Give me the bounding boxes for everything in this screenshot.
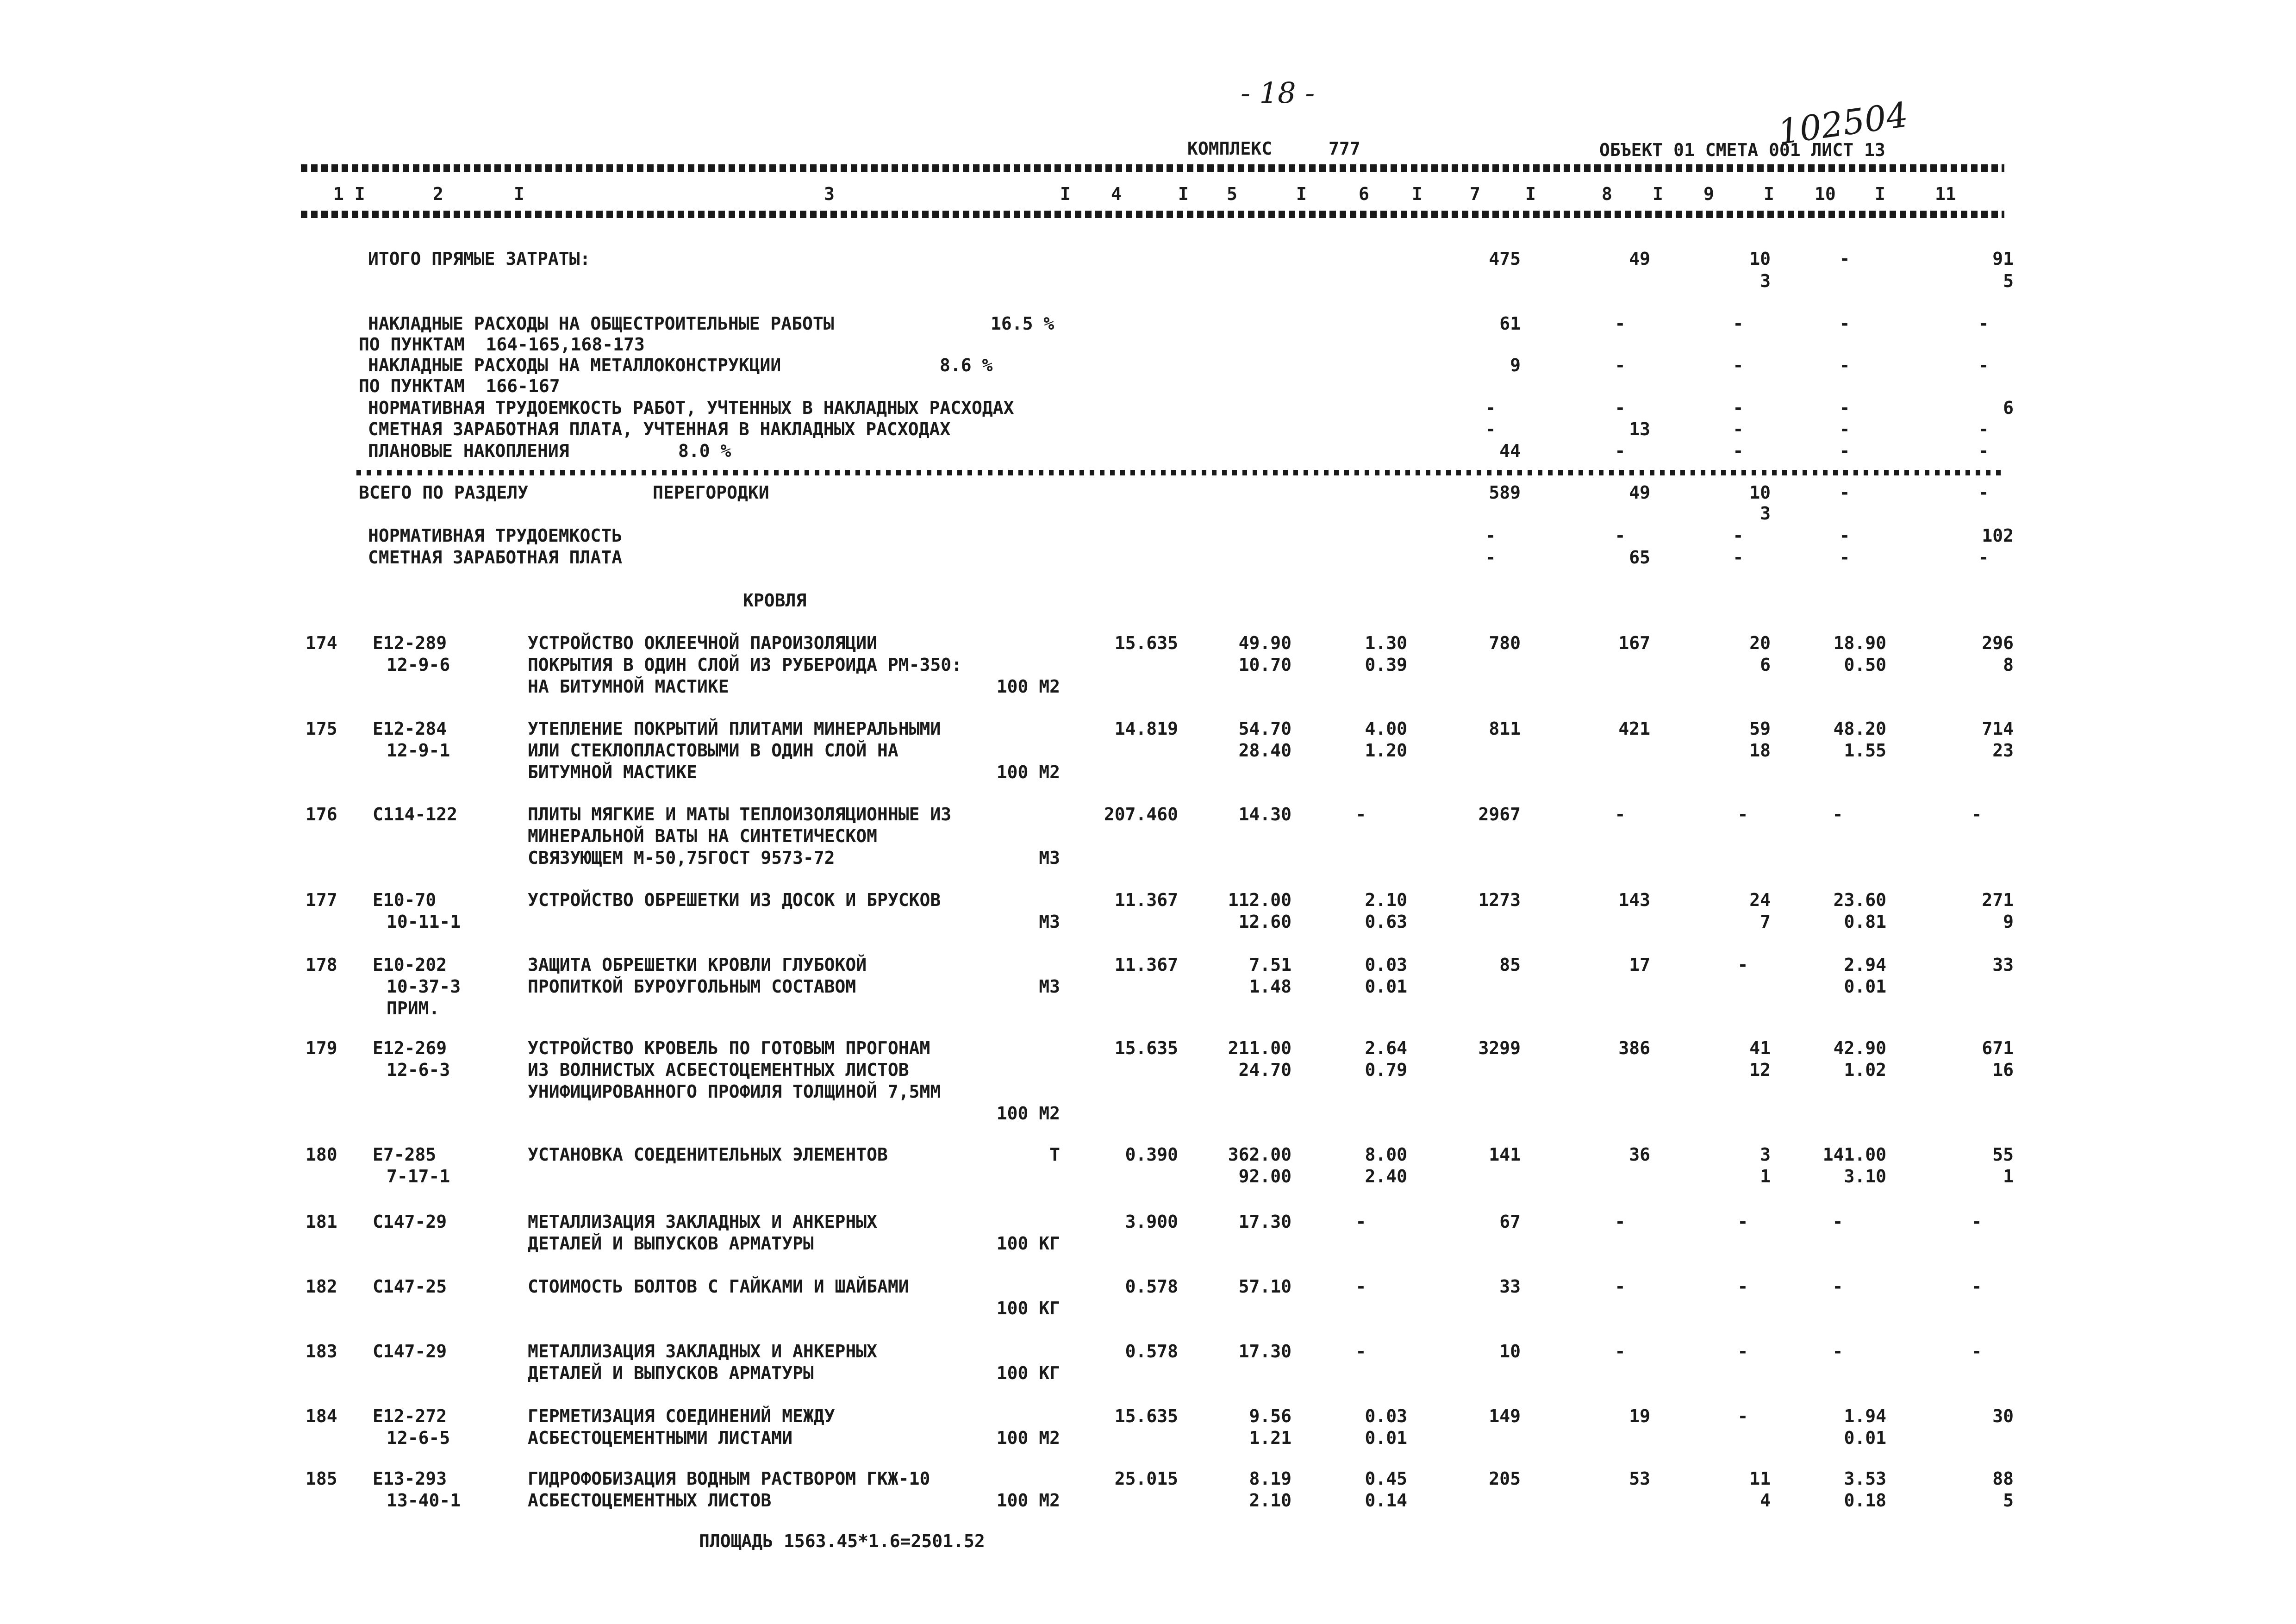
item-labor-total: 33 (1992, 955, 2014, 975)
item-description: БИТУМНОЙ МАСТИКЕ (528, 762, 698, 782)
item-machine-total: - (1737, 1341, 1748, 1362)
item-labor-total: 9 (2003, 912, 2014, 932)
item-code: 10-11-1 (387, 912, 461, 932)
complex-label: КОМПЛЕКС (1187, 138, 1273, 159)
item-labor-total: 55 (1992, 1144, 2014, 1165)
item-labor-rate: 1.94 (1844, 1406, 1886, 1426)
value: 61 (1499, 313, 1521, 334)
item-unit-price: 17.30 (1238, 1341, 1292, 1362)
value: 3 (1760, 271, 1771, 291)
value: - (1485, 419, 1496, 439)
item-machine-total: 4 (1760, 1490, 1771, 1511)
item-unit-price: 9.56 (1249, 1406, 1292, 1426)
value: 65 (1629, 547, 1650, 568)
value: - (1978, 547, 1989, 568)
item-machine-cost: - (1355, 1212, 1366, 1232)
item-description: ДЕТАЛЕЙ И ВЫПУСКОВ АРМАТУРЫ (528, 1363, 814, 1383)
value: 6 (2003, 398, 2014, 418)
item-labor-total: 714 (1982, 718, 2014, 739)
item-number: 185 (306, 1468, 337, 1489)
item-wages: 36 (1629, 1144, 1650, 1165)
item-labor-rate: 3.53 (1844, 1468, 1886, 1489)
item-unit: Т (1049, 1144, 1060, 1165)
item-description: АСБЕСТОЦЕМЕНТНЫМИ ЛИСТАМИ (528, 1428, 792, 1448)
item-machine-total: - (1737, 1406, 1748, 1426)
value: - (1615, 313, 1626, 334)
section-wage-label: СМЕТНАЯ ЗАРАБОТНАЯ ПЛАТА (368, 547, 623, 568)
item-number: 180 (306, 1144, 337, 1165)
item-machine-total: 1 (1760, 1166, 1771, 1187)
item-description: УСТРОЙСТВО ОБРЕШЕТКИ ИЗ ДОСОК И БРУСКОВ (528, 890, 941, 910)
item-machine-cost: 4.00 (1365, 718, 1407, 739)
overhead-metal-label: НАКЛАДНЫЕ РАСХОДЫ НА МЕТАЛЛОКОНСТРУКЦИИ (368, 355, 781, 375)
col-header: 4 (1111, 184, 1122, 204)
item-total-cost: 780 (1489, 633, 1521, 653)
col-sep: 1 I (333, 184, 365, 204)
item-number: 178 (306, 955, 337, 975)
value: - (1485, 547, 1496, 568)
item-machine-total: 12 (1749, 1060, 1771, 1080)
col-sep: I (1875, 184, 1885, 204)
col-header: 8 (1602, 184, 1612, 204)
item-unit: 100 М2 (996, 1490, 1060, 1511)
item-unit-price: 1.21 (1249, 1428, 1292, 1448)
item-unit: 100 М2 (996, 762, 1060, 782)
wage-in-overhead-label: СМЕТНАЯ ЗАРАБОТНАЯ ПЛАТА, УЧТЕННАЯ В НАКЛАДНЫХ РАСХОДАХ (368, 419, 951, 439)
item-labor-rate: - (1832, 804, 1843, 824)
object-sheet-info: ОБЪЕКТ 01 СМЕТА 001 ЛИСТ 13 (1599, 140, 1885, 160)
item-total-cost: 33 (1499, 1276, 1521, 1297)
col-sep: I (514, 184, 524, 204)
item-labor-rate: 48.20 (1833, 718, 1886, 739)
item-unit-price: 17.30 (1238, 1212, 1292, 1232)
section-title: КРОВЛЯ (743, 590, 807, 611)
col-header: 10 (1815, 184, 1836, 204)
item-machine-cost: 0.79 (1365, 1060, 1407, 1080)
section-total-rule (356, 470, 2004, 475)
item-number: 177 (306, 890, 337, 910)
item-code: Е10-70 (373, 890, 437, 910)
item-machine-cost: 0.14 (1365, 1490, 1407, 1511)
item-labor-rate: - (1832, 1276, 1843, 1297)
col-header: 3 (824, 184, 835, 204)
item-labor-total: - (1971, 1341, 1982, 1362)
item-unit: М3 (1039, 912, 1060, 932)
item-unit: М3 (1039, 976, 1060, 997)
value: - (1733, 547, 1744, 568)
item-machine-total: 3 (1760, 1144, 1771, 1165)
overhead-general-items: ПО ПУНКТАМ 164-165,168-173 (359, 334, 645, 355)
item-wages: 421 (1618, 718, 1650, 739)
value: - (1839, 419, 1850, 439)
item-labor-total: - (1971, 1276, 1982, 1297)
header-rule-bottom (301, 211, 2004, 218)
item-machine-cost: 8.00 (1365, 1144, 1407, 1165)
item-wages: 386 (1618, 1038, 1650, 1058)
item-description: СТОИМОСТЬ БОЛТОВ С ГАЙКАМИ И ШАЙБАМИ (528, 1276, 909, 1297)
item-labor-rate: 42.90 (1833, 1038, 1886, 1058)
item-code: 10-37-3 (387, 976, 461, 997)
value: 49 (1629, 482, 1650, 503)
item-total-cost: 67 (1499, 1212, 1521, 1232)
item-machine-cost: - (1355, 1341, 1366, 1362)
item-quantity: 15.635 (1114, 633, 1178, 653)
item-unit-price: 57.10 (1238, 1276, 1292, 1297)
item-unit-price: 2.10 (1249, 1490, 1292, 1511)
item-code: 12-6-5 (387, 1428, 450, 1448)
item-labor-total: 88 (1992, 1468, 2014, 1489)
item-code: Е13-293 (373, 1468, 447, 1489)
item-code: Е12-284 (373, 718, 447, 739)
item-unit-price: 362.00 (1228, 1144, 1292, 1165)
item-code: Е12-289 (373, 633, 447, 653)
item-description: ЗАЩИТА ОБРЕШЕТКИ КРОВЛИ ГЛУБОКОЙ (528, 955, 867, 975)
item-labor-total: 8 (2003, 655, 2014, 675)
item-machine-total: 20 (1749, 633, 1771, 653)
item-code: 12-9-1 (387, 740, 450, 761)
value: - (1733, 441, 1744, 461)
item-machine-cost: 0.45 (1365, 1468, 1407, 1489)
item-labor-total: 16 (1992, 1060, 2014, 1080)
item-number: 174 (306, 633, 337, 653)
planned-savings-label: ПЛАНОВЫЕ НАКОПЛЕНИЯ (368, 441, 569, 461)
item-machine-cost: - (1355, 804, 1366, 824)
value: - (1615, 525, 1626, 546)
item-code: Е12-272 (373, 1406, 447, 1426)
item-machine-cost: 0.63 (1365, 912, 1407, 932)
item-description: ДЕТАЛЕЙ И ВЫПУСКОВ АРМАТУРЫ (528, 1233, 814, 1254)
footer-note: ПЛОЩАДЬ 1563.45*1.6=2501.52 (699, 1531, 985, 1551)
item-description: МИНЕРАЛЬНОЙ ВАТЫ НА СИНТЕТИЧЕСКОМ (528, 826, 877, 846)
value: - (1485, 398, 1496, 418)
item-quantity: 3.900 (1125, 1212, 1178, 1232)
value: - (1978, 313, 1989, 334)
item-wages: - (1615, 1341, 1626, 1362)
item-machine-cost: 0.01 (1365, 976, 1407, 997)
item-total-cost: 205 (1489, 1468, 1521, 1489)
col-header: 7 (1470, 184, 1480, 204)
col-header: 9 (1703, 184, 1714, 204)
item-description: УТЕПЛЕНИЕ ПОКРЫТИЙ ПЛИТАМИ МИНЕРАЛЬНЫМИ (528, 718, 941, 739)
item-description: ИЗ ВОЛНИСТЫХ АСБЕСТОЦЕМЕНТНЫХ ЛИСТОВ (528, 1060, 909, 1080)
value: - (1733, 398, 1744, 418)
value: 10 (1749, 482, 1771, 503)
item-wages: 19 (1629, 1406, 1650, 1426)
value: - (1839, 249, 1850, 269)
value: 475 (1489, 249, 1521, 269)
value: 49 (1629, 249, 1650, 269)
col-sep: I (1412, 184, 1423, 204)
item-quantity: 14.819 (1114, 718, 1178, 739)
item-total-cost: 3299 (1478, 1038, 1521, 1058)
value: - (1839, 525, 1850, 546)
item-quantity: 0.390 (1125, 1144, 1178, 1165)
item-code: С147-25 (373, 1276, 447, 1297)
item-code: Е10-202 (373, 955, 447, 975)
section-total-name: ПЕРЕГОРОДКИ (653, 482, 769, 503)
value: 9 (1510, 355, 1521, 375)
item-machine-total: 41 (1749, 1038, 1771, 1058)
section-total-label: ВСЕГО ПО РАЗДЕЛУ (359, 482, 529, 503)
value: 5 (2003, 271, 2014, 291)
item-total-cost: 1273 (1478, 890, 1521, 910)
item-labor-total: 30 (1992, 1406, 2014, 1426)
item-labor-rate: 18.90 (1833, 633, 1886, 653)
item-total-cost: 85 (1499, 955, 1521, 975)
value: - (1839, 441, 1850, 461)
item-number: 175 (306, 718, 337, 739)
item-machine-total: - (1737, 804, 1748, 824)
handwritten-number: 102504 (1775, 94, 1911, 153)
header-rule-top (301, 164, 2004, 172)
section-labor-label: НОРМАТИВНАЯ ТРУДОЕМКОСТЬ (368, 525, 623, 546)
item-unit-price: 49.90 (1238, 633, 1292, 653)
item-total-cost: 10 (1499, 1341, 1521, 1362)
item-machine-cost: 1.30 (1365, 633, 1407, 653)
item-machine-total: 59 (1749, 718, 1771, 739)
item-code: 12-6-3 (387, 1060, 450, 1080)
item-number: 179 (306, 1038, 337, 1058)
item-unit-price: 211.00 (1228, 1038, 1292, 1058)
item-code: С147-29 (373, 1212, 447, 1232)
value: - (1839, 547, 1850, 568)
item-labor-rate: 141.00 (1822, 1144, 1886, 1165)
item-code: С147-29 (373, 1341, 447, 1362)
item-labor-rate: 3.10 (1844, 1166, 1886, 1187)
item-labor-total: 1 (2003, 1166, 2014, 1187)
value: - (1615, 355, 1626, 375)
item-unit: 100 М2 (996, 1103, 1060, 1124)
item-unit-price: 24.70 (1238, 1060, 1292, 1080)
item-quantity: 11.367 (1114, 890, 1178, 910)
col-header: 5 (1227, 184, 1237, 204)
item-unit-price: 12.60 (1238, 912, 1292, 932)
col-sep: I (1653, 184, 1663, 204)
item-labor-rate: - (1832, 1341, 1843, 1362)
value: - (1978, 482, 1989, 503)
item-unit-price: 1.48 (1249, 976, 1292, 997)
col-sep: I (1525, 184, 1536, 204)
item-number: 181 (306, 1212, 337, 1232)
item-labor-rate: 1.02 (1844, 1060, 1886, 1080)
col-sep: I (1178, 184, 1189, 204)
item-labor-total: 23 (1992, 740, 2014, 761)
item-unit: 100 КГ (996, 1298, 1060, 1318)
value: - (1839, 482, 1850, 503)
item-code: ПРИМ. (387, 998, 440, 1018)
item-code: Е7-285 (373, 1144, 437, 1165)
item-machine-cost: 0.03 (1365, 1406, 1407, 1426)
value: 44 (1499, 441, 1521, 461)
value: - (1485, 525, 1496, 546)
item-unit-price: 54.70 (1238, 718, 1292, 739)
item-wages: 17 (1629, 955, 1650, 975)
item-wages: - (1615, 804, 1626, 824)
item-unit-price: 14.30 (1238, 804, 1292, 824)
item-wages: 167 (1618, 633, 1650, 653)
item-labor-total: - (1971, 1212, 1982, 1232)
item-labor-rate: 0.81 (1844, 912, 1886, 932)
col-sep: I (1060, 184, 1071, 204)
col-header: 11 (1935, 184, 1956, 204)
value: - (1839, 313, 1850, 334)
overhead-metal-pct: 8.6 % (940, 355, 993, 375)
item-quantity: 0.578 (1125, 1341, 1178, 1362)
item-description: ПЛИТЫ МЯГКИЕ И МАТЫ ТЕПЛОИЗОЛЯЦИОННЫЕ ИЗ (528, 804, 952, 824)
item-code: 7-17-1 (387, 1166, 450, 1187)
item-machine-cost: 0.01 (1365, 1428, 1407, 1448)
item-total-cost: 149 (1489, 1406, 1521, 1426)
value: - (1839, 355, 1850, 375)
item-unit-price: 28.40 (1238, 740, 1292, 761)
col-header: 6 (1359, 184, 1369, 204)
complex-value: 777 (1329, 138, 1360, 159)
overhead-general-pct: 16.5 % (991, 313, 1054, 334)
item-labor-total: 271 (1982, 890, 2014, 910)
item-labor-total: - (1971, 804, 1982, 824)
item-wages: 53 (1629, 1468, 1650, 1489)
value: - (1733, 525, 1744, 546)
value: - (1733, 355, 1744, 375)
item-description: ПОКРЫТИЯ В ОДИН СЛОЙ ИЗ РУБЕРОИДА РМ-350: (528, 655, 962, 675)
item-labor-rate: 23.60 (1833, 890, 1886, 910)
item-labor-rate: 1.55 (1844, 740, 1886, 761)
item-wages: 143 (1618, 890, 1650, 910)
item-number: 184 (306, 1406, 337, 1426)
overhead-general-label: НАКЛАДНЫЕ РАСХОДЫ НА ОБЩЕСТРОИТЕЛЬНЫЕ РАБОТЫ (368, 313, 834, 334)
value: - (1733, 313, 1744, 334)
planned-savings-pct: 8.0 % (678, 441, 731, 461)
value: - (1615, 441, 1626, 461)
item-code: Е12-269 (373, 1038, 447, 1058)
item-description: ГИДРОФОБИЗАЦИЯ ВОДНЫМ РАСТВОРОМ ГКЖ-10 (528, 1468, 930, 1489)
item-labor-rate: 0.01 (1844, 976, 1886, 997)
item-quantity: 11.367 (1114, 955, 1178, 975)
item-number: 176 (306, 804, 337, 824)
item-description: ГЕРМЕТИЗАЦИЯ СОЕДИНЕНИЙ МЕЖДУ (528, 1406, 835, 1426)
item-number: 182 (306, 1276, 337, 1297)
item-machine-total: 18 (1749, 740, 1771, 761)
item-quantity: 25.015 (1114, 1468, 1178, 1489)
labor-in-overhead-label: НОРМАТИВНАЯ ТРУДОЕМКОСТЬ РАБОТ, УЧТЕННЫХ В НАКЛАДНЫХ РАСХОДАХ (368, 398, 1014, 418)
item-description: УСТРОЙСТВО КРОВЕЛЬ ПО ГОТОВЫМ ПРОГОНАМ (528, 1038, 930, 1058)
item-machine-total: 6 (1760, 655, 1771, 675)
item-machine-total: 24 (1749, 890, 1771, 910)
item-wages: - (1615, 1276, 1626, 1297)
item-machine-cost: 0.03 (1365, 955, 1407, 975)
value: - (1733, 419, 1744, 439)
item-machine-total: - (1737, 1212, 1748, 1232)
item-machine-total: - (1737, 1276, 1748, 1297)
item-machine-cost: - (1355, 1276, 1366, 1297)
item-unit: М3 (1039, 848, 1060, 868)
value: - (1978, 419, 1989, 439)
item-code: С114-122 (373, 804, 458, 824)
value: 13 (1629, 419, 1650, 439)
item-wages: - (1615, 1212, 1626, 1232)
value: - (1839, 398, 1850, 418)
value: - (1978, 355, 1989, 375)
item-labor-total: 296 (1982, 633, 2014, 653)
item-description: УНИФИЦИРОВАННОГО ПРОФИЛЯ ТОЛЩИНОЙ 7,5ММ (528, 1081, 941, 1102)
item-labor-rate: 2.94 (1844, 955, 1886, 975)
item-description: АСБЕСТОЦЕМЕНТНЫХ ЛИСТОВ (528, 1490, 772, 1511)
overhead-metal-items: ПО ПУНКТАМ 166-167 (359, 376, 560, 396)
item-machine-cost: 2.10 (1365, 890, 1407, 910)
item-number: 183 (306, 1341, 337, 1362)
item-total-cost: 811 (1489, 718, 1521, 739)
item-machine-cost: 0.39 (1365, 655, 1407, 675)
value: - (1615, 398, 1626, 418)
value: - (1978, 441, 1989, 461)
item-total-cost: 141 (1489, 1144, 1521, 1165)
item-labor-rate: 0.18 (1844, 1490, 1886, 1511)
value: 102 (1982, 525, 2014, 546)
item-unit: 100 М2 (996, 1428, 1060, 1448)
item-labor-total: 5 (2003, 1490, 2014, 1511)
page-number: - 18 - (1241, 76, 1315, 110)
item-description: МЕТАЛЛИЗАЦИЯ ЗАКЛАДНЫХ И АНКЕРНЫХ (528, 1341, 877, 1362)
item-unit: 100 М2 (996, 676, 1060, 697)
item-description: НА БИТУМНОЙ МАСТИКЕ (528, 676, 729, 697)
item-unit-price: 10.70 (1238, 655, 1292, 675)
col-sep: I (1764, 184, 1774, 204)
item-labor-rate: 0.50 (1844, 655, 1886, 675)
col-sep: I (1296, 184, 1307, 204)
item-machine-cost: 2.40 (1365, 1166, 1407, 1187)
value: 91 (1992, 249, 2014, 269)
item-labor-total: 671 (1982, 1038, 2014, 1058)
col-header: 2 (433, 184, 443, 204)
item-labor-rate: - (1832, 1212, 1843, 1232)
item-quantity: 207.460 (1104, 804, 1178, 824)
item-quantity: 15.635 (1114, 1038, 1178, 1058)
item-machine-cost: 2.64 (1365, 1038, 1407, 1058)
item-code: 12-9-6 (387, 655, 450, 675)
item-unit-price: 8.19 (1249, 1468, 1292, 1489)
item-unit-price: 7.51 (1249, 955, 1292, 975)
item-description: МЕТАЛЛИЗАЦИЯ ЗАКЛАДНЫХ И АНКЕРНЫХ (528, 1212, 877, 1232)
item-description: УСТАНОВКА СОЕДЕНИТЕЛЬНЫХ ЭЛЕМЕНТОВ (528, 1144, 888, 1165)
item-total-cost: 2967 (1478, 804, 1521, 824)
item-code: 13-40-1 (387, 1490, 461, 1511)
item-description: СВЯЗУЮЩЕМ М-50,75ГОСТ 9573-72 (528, 848, 835, 868)
item-description: ИЛИ СТЕКЛОПЛАСТОВЫМИ В ОДИН СЛОЙ НА (528, 740, 898, 761)
item-machine-cost: 1.20 (1365, 740, 1407, 761)
item-machine-total: 11 (1749, 1468, 1771, 1489)
value: 3 (1760, 503, 1771, 524)
item-machine-total: - (1737, 955, 1748, 975)
item-quantity: 15.635 (1114, 1406, 1178, 1426)
direct-costs-label: ИТОГО ПРЯМЫЕ ЗАТРАТЫ: (368, 249, 591, 269)
item-machine-total: 7 (1760, 912, 1771, 932)
item-description: ПРОПИТКОЙ БУРОУГОЛЬНЫМ СОСТАВОМ (528, 976, 856, 997)
item-unit: 100 КГ (996, 1363, 1060, 1383)
item-labor-rate: 0.01 (1844, 1428, 1886, 1448)
item-quantity: 0.578 (1125, 1276, 1178, 1297)
item-unit-price: 92.00 (1238, 1166, 1292, 1187)
value: 10 (1749, 249, 1771, 269)
item-description: УСТРОЙСТВО ОКЛЕЕЧНОЙ ПАРОИЗОЛЯЦИИ (528, 633, 877, 653)
value: 589 (1489, 482, 1521, 503)
item-unit: 100 КГ (996, 1233, 1060, 1254)
item-unit-price: 112.00 (1228, 890, 1292, 910)
